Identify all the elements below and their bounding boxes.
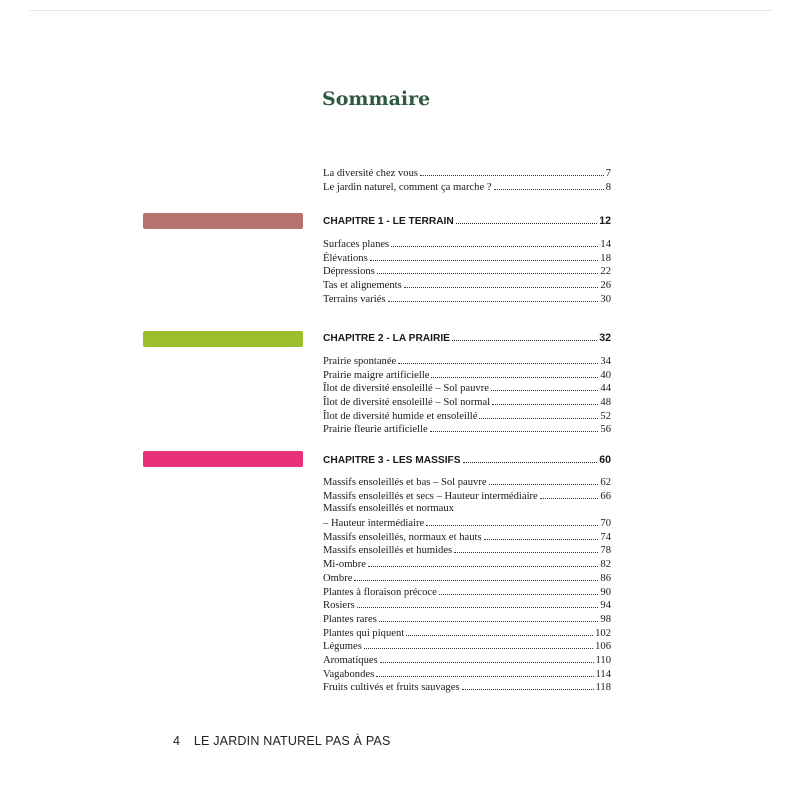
toc-chapter-2 — [323, 329, 611, 345]
toc-entry-label: Îlot de diversité humide et ensoleillé — [323, 410, 478, 422]
leader-dots — [484, 530, 599, 540]
toc-chapter-2-entries — [323, 354, 611, 436]
toc-entry-page: 52 — [600, 410, 611, 422]
leader-dots — [439, 585, 599, 595]
chapter-heading-label: CHAPITRE 1 - LE TERRAIN — [323, 216, 454, 227]
toc-entry-page: 48 — [600, 397, 611, 409]
toc-entry-page: 56 — [600, 424, 611, 436]
leader-dots — [420, 166, 604, 176]
toc-chapter-1-entries — [323, 237, 611, 305]
toc-entry-page: 34 — [600, 356, 611, 367]
toc-entry-label: Vagabondes — [323, 668, 375, 680]
toc-entry-page: 106 — [595, 641, 611, 653]
toc-entry[interactable] — [323, 251, 611, 265]
chapter-3-color-bar — [143, 451, 303, 467]
toc-entry-page: 30 — [600, 293, 611, 305]
leader-dots — [463, 451, 598, 463]
toc-entry-page: 40 — [600, 369, 611, 381]
leader-dots — [364, 639, 593, 649]
toc-entry-label: Plantes à floraison précoce — [323, 586, 437, 598]
toc-entry[interactable] — [323, 516, 611, 530]
chapter-heading-page: 12 — [599, 215, 611, 227]
toc-entry-page: 98 — [600, 613, 611, 625]
toc-entry-label: Prairie fleurie artificielle — [323, 424, 428, 436]
leader-dots — [430, 422, 599, 432]
leader-dots — [377, 264, 599, 274]
chapter-heading-label: CHAPITRE 2 - LA PRAIRIE — [323, 333, 450, 344]
toc-entry-page: 22 — [600, 266, 611, 278]
toc-entry-label: Fruits cultivés et fruits sauvages — [323, 682, 460, 694]
toc-entry-label: Légumes — [323, 641, 362, 653]
leader-dots — [376, 667, 593, 677]
toc-entry-page: 70 — [600, 518, 611, 530]
toc-entry-label: Plantes rares — [323, 613, 377, 625]
leader-dots — [462, 680, 594, 690]
toc-entry-label: Massifs ensoleillés et bas – Sol pauvre — [323, 477, 487, 488]
toc-entry[interactable] — [323, 598, 611, 612]
leader-dots — [456, 212, 597, 224]
leader-dots — [540, 489, 599, 499]
toc-entry[interactable] — [323, 489, 611, 503]
toc-entry-label: Terrains variés — [323, 293, 386, 305]
leader-dots — [452, 329, 597, 341]
leader-dots — [354, 571, 598, 581]
toc-entry-label: Rosiers — [323, 600, 355, 612]
leader-dots — [494, 180, 604, 190]
toc-entry-page: 62 — [600, 477, 611, 488]
toc-entry-page: 102 — [595, 627, 611, 639]
toc-entry-label: Prairie spontanée — [323, 356, 397, 367]
toc-entry-label: Massifs ensoleillés et normaux — [323, 503, 454, 515]
toc-entry[interactable] — [323, 543, 611, 557]
toc-entry[interactable] — [323, 530, 611, 544]
toc-entry[interactable] — [323, 381, 611, 395]
chapter-heading[interactable] — [323, 451, 611, 467]
leader-dots — [379, 612, 599, 622]
toc-entry[interactable] — [323, 653, 611, 667]
toc-entry-page: 74 — [600, 531, 611, 543]
toc-entry-page: 78 — [600, 545, 611, 557]
toc-entry[interactable] — [323, 680, 611, 694]
toc-entry[interactable] — [323, 502, 611, 516]
leader-dots — [380, 653, 594, 663]
toc-entry-label: Îlot de diversité ensoleillé – Sol normal — [323, 397, 491, 409]
toc-entry[interactable] — [323, 475, 611, 489]
toc-entry-page: 82 — [600, 559, 611, 571]
toc-entry-label: Massifs ensoleillés et humides — [323, 545, 453, 557]
toc-entry[interactable] — [323, 237, 611, 251]
toc-entry-label: Aromatiques — [323, 654, 378, 666]
toc-entry-label: Ombre — [323, 572, 353, 584]
toc-entry[interactable] — [323, 354, 611, 368]
leader-dots — [491, 381, 598, 391]
page-title: Sommaire — [322, 88, 431, 110]
page-footer — [173, 734, 391, 748]
toc-entry-page: 94 — [600, 600, 611, 612]
leader-dots — [492, 395, 598, 405]
leader-dots — [404, 278, 599, 288]
toc-entry-page: 44 — [600, 383, 611, 395]
toc-entry[interactable] — [323, 667, 611, 681]
toc-entry-page: 26 — [600, 280, 611, 292]
toc-entry-label: – Hauteur intermédiaire — [323, 518, 425, 530]
toc-entry[interactable] — [323, 278, 611, 292]
toc-entry[interactable] — [323, 422, 611, 436]
footer-page-number: 4 — [173, 734, 181, 748]
chapter-heading-label: CHAPITRE 3 - LES MASSIFS — [323, 455, 461, 466]
leader-dots — [357, 598, 599, 608]
top-divider — [30, 10, 772, 11]
toc-entry[interactable] — [323, 180, 611, 194]
toc-entry-label: Surfaces planes — [323, 239, 390, 250]
toc-entry[interactable] — [323, 557, 611, 571]
toc-entry[interactable] — [323, 571, 611, 585]
toc-intro — [323, 166, 611, 193]
toc-entry[interactable] — [323, 264, 611, 278]
leader-dots — [426, 516, 598, 526]
toc-entry[interactable] — [323, 368, 611, 382]
toc-entry-page: 7 — [605, 168, 611, 179]
toc-entry[interactable] — [323, 626, 611, 640]
leader-dots — [479, 409, 598, 419]
toc-entry-label: Tas et alignements — [323, 280, 402, 292]
toc-entry-page: 118 — [595, 682, 611, 694]
chapter-2-color-bar — [143, 331, 303, 347]
toc-entry[interactable] — [323, 639, 611, 653]
toc-entry-page: 110 — [595, 654, 611, 666]
chapter-heading-page: 32 — [599, 332, 611, 344]
toc-entry-label: Élévations — [323, 252, 368, 264]
toc-entry-label: Îlot de diversité ensoleillé – Sol pauvre — [323, 383, 489, 395]
toc-entry-page: 8 — [605, 181, 611, 193]
toc-entry[interactable] — [323, 166, 611, 180]
toc-entry-label: Le jardin naturel, comment ça marche ? — [323, 181, 492, 193]
toc-entry-label: Massifs ensoleillés, normaux et hauts — [323, 531, 482, 543]
toc-entry-label: Plantes qui piquent — [323, 627, 405, 639]
chapter-heading[interactable] — [323, 329, 611, 345]
toc-entry-page: 90 — [600, 586, 611, 598]
toc-entry[interactable] — [323, 292, 611, 306]
chapter-heading-page: 60 — [599, 454, 611, 466]
footer-book-title: LE JARDIN NATUREL PAS À PAS — [193, 734, 391, 748]
leader-dots — [454, 543, 598, 553]
toc-entry-label: Mi-ombre — [323, 559, 366, 571]
toc-entry[interactable] — [323, 409, 611, 423]
chapter-heading[interactable] — [323, 212, 611, 228]
toc-entry-page: 18 — [600, 252, 611, 264]
toc-entry-page: 14 — [600, 239, 611, 250]
leader-dots — [398, 354, 598, 364]
toc-entry-label: La diversité chez vous — [323, 168, 419, 179]
leader-dots — [406, 626, 593, 636]
leader-dots — [489, 475, 599, 485]
leader-dots — [368, 557, 598, 567]
leader-dots — [391, 237, 598, 247]
toc-entry[interactable] — [323, 395, 611, 409]
toc-entry-page: 86 — [600, 572, 611, 584]
toc-entry[interactable] — [323, 612, 611, 626]
toc-entry-label: Prairie maigre artificielle — [323, 369, 430, 381]
toc-entry[interactable] — [323, 585, 611, 599]
chapter-1-color-bar — [143, 213, 303, 229]
toc-entry-page: 114 — [595, 668, 611, 680]
toc-entry-label: Massifs ensoleillés et secs – Hauteur intermédiaire — [323, 490, 538, 502]
leader-dots — [431, 368, 598, 378]
toc-chapter-3-entries — [323, 475, 611, 694]
toc-chapter-1 — [323, 212, 611, 228]
toc-chapter-3 — [323, 451, 611, 467]
toc-entry-label: Dépressions — [323, 266, 375, 278]
leader-dots — [388, 292, 599, 302]
leader-dots — [370, 251, 599, 261]
toc-entry-page: 66 — [600, 490, 611, 502]
